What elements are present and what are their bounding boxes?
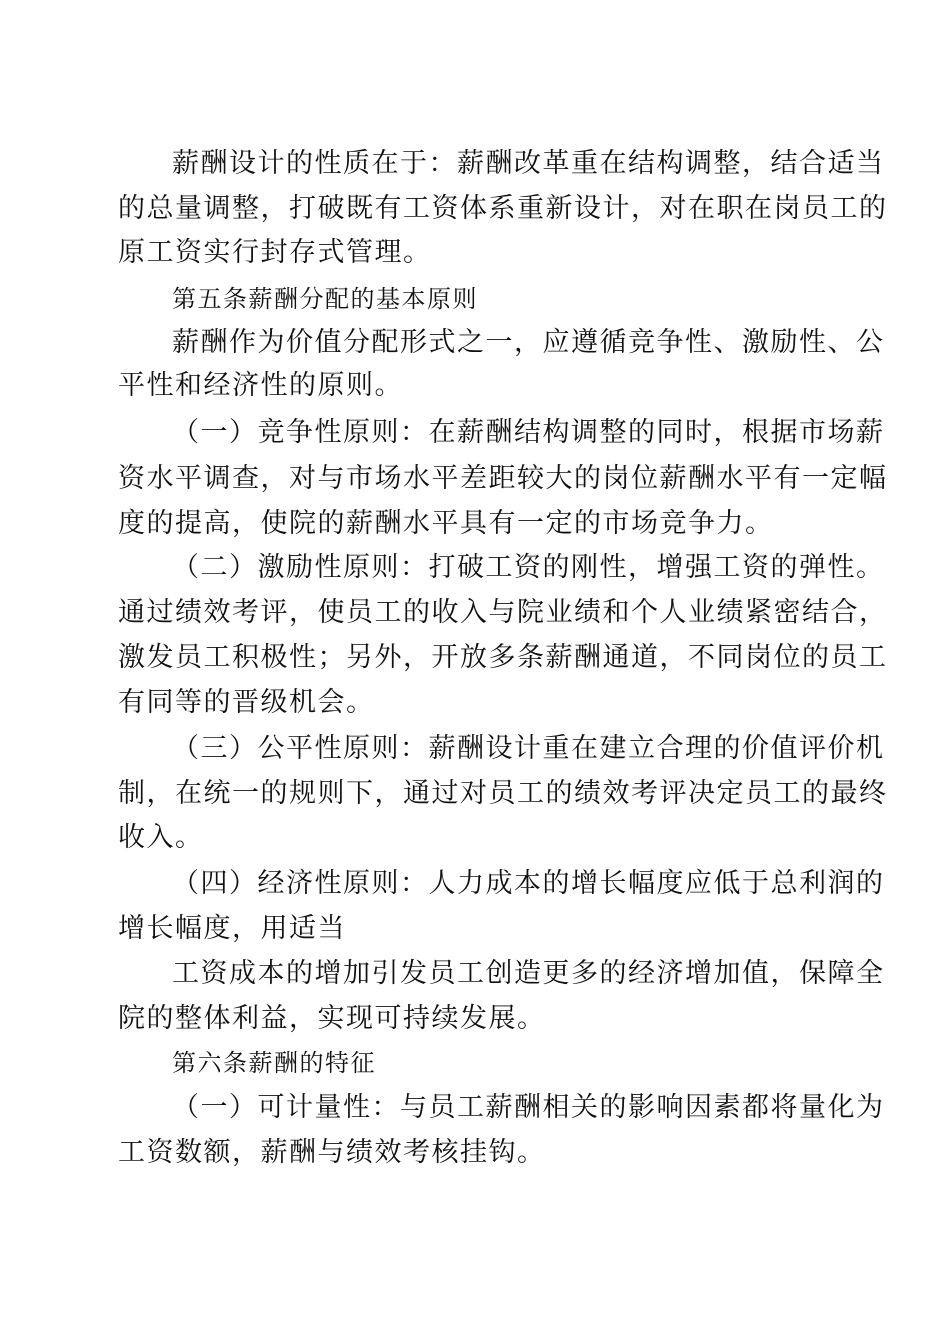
text-line: 增长幅度，用适当 bbox=[118, 913, 346, 944]
text-line: （二）激励性原则：打破工资的刚性，增强工资的弹性。 bbox=[172, 552, 885, 583]
text-line: 通过绩效考评，使员工的收入与院业绩和个人业绩紧密结合， bbox=[118, 597, 888, 628]
text-line: 制，在统一的规则下，通过对员工的绩效考评决定员工的最终 bbox=[118, 778, 888, 809]
text-line: 度的提高，使院的薪酬水平具有一定的市场竞争力。 bbox=[118, 508, 774, 539]
text-line: （一）可计量性：与员工薪酬相关的影响因素都将量化为 bbox=[172, 1092, 885, 1123]
text-line: 薪酬设计的性质在于：薪酬改革重在结构调整，结合适当 bbox=[172, 148, 885, 179]
text-line: 薪酬作为价值分配形式之一，应遵循竞争性、激励性、公 bbox=[172, 327, 885, 358]
text-line: 的总量调整，打破既有工资体系重新设计，对在职在岗员工的 bbox=[118, 193, 888, 224]
text-line: 院的整体利益，实现可持续发展。 bbox=[118, 1003, 546, 1034]
text-line: （四）经济性原则：人力成本的增长幅度应低于总利润的 bbox=[172, 868, 885, 899]
section-heading: 第五条薪酬分配的基本原则 bbox=[172, 285, 478, 313]
text-line: （三）公平性原则：薪酬设计重在建立合理的价值评价机 bbox=[172, 733, 885, 764]
text-line: （一）竞争性原则：在薪酬结构调整的同时，根据市场薪 bbox=[172, 417, 885, 448]
text-line: 原工资实行封存式管理。 bbox=[118, 237, 432, 268]
section-heading: 第六条薪酬的特征 bbox=[172, 1049, 376, 1077]
text-line: 有同等的晋级机会。 bbox=[118, 687, 375, 718]
text-line: 激发员工积极性；另外，开放多条薪酬通道，不同岗位的员工 bbox=[118, 642, 888, 673]
text-line: 收入。 bbox=[118, 822, 204, 853]
text-line: 工资成本的增加引发员工创造更多的经济增加值，保障全 bbox=[172, 958, 885, 989]
text-line: 工资数额，薪酬与绩效考核挂钩。 bbox=[118, 1137, 546, 1168]
text-line: 资水平调查，对与市场水平差距较大的岗位薪酬水平有一定幅 bbox=[118, 463, 888, 494]
text-line: 平性和经济性的原则。 bbox=[118, 370, 403, 401]
